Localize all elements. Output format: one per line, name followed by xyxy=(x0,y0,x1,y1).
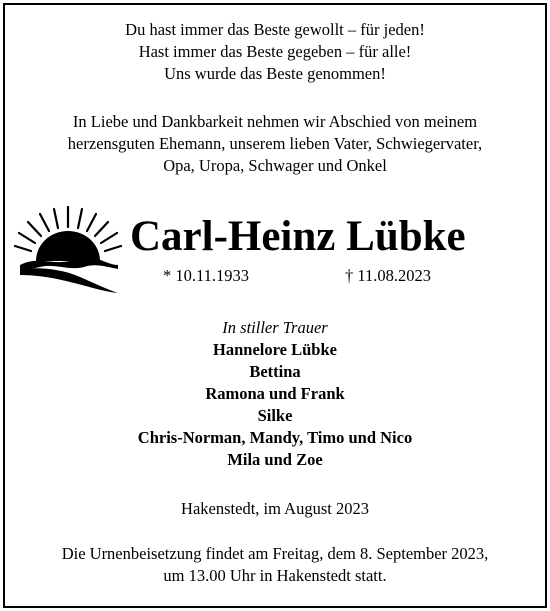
mourner-name: Bettina xyxy=(249,362,301,381)
funeral-notice xyxy=(0,543,550,587)
funeral-line: Die Urnenbeisetzung findet am Freitag, dem 8. September 2023, xyxy=(61,544,489,563)
mourner-name: Hannelore Lübke xyxy=(213,340,337,359)
funeral-line: um 13.00 Uhr in Hakenstedt statt. xyxy=(163,566,387,585)
farewell-text xyxy=(0,111,550,177)
poem-line: Hast immer das Beste gegeben – für alle! xyxy=(138,42,412,61)
mourner-name: Mila und Zoe xyxy=(227,450,323,469)
place-date: Hakenstedt, im August 2023 xyxy=(181,499,369,518)
poem-verse xyxy=(0,19,550,85)
birth-date: * 10.11.1933 xyxy=(163,266,250,285)
farewell-line: In Liebe und Dankbarkeit nehmen wir Abschied von meinem xyxy=(72,112,478,131)
mourner-name: Ramona und Frank xyxy=(205,384,345,403)
deceased-name: Carl-Heinz Lübke xyxy=(130,213,466,260)
death-date: † 11.08.2023 xyxy=(345,266,432,285)
sunset-icon xyxy=(14,205,122,297)
mourner-name: Chris-Norman, Mandy, Timo und Nico xyxy=(137,428,413,447)
mourners-list xyxy=(0,317,550,471)
farewell-line: Opa, Uropa, Schwager und Onkel xyxy=(163,156,387,175)
poem-line: Du hast immer das Beste gewollt – für jeden! xyxy=(125,20,425,39)
farewell-line: herzensguten Ehemann, unserem lieben Vater, Schwiegervater, xyxy=(67,134,483,153)
poem-line: Uns wurde das Beste genommen! xyxy=(164,64,386,83)
mourners-intro: In stiller Trauer xyxy=(222,318,328,337)
mourner-name: Silke xyxy=(257,406,293,425)
